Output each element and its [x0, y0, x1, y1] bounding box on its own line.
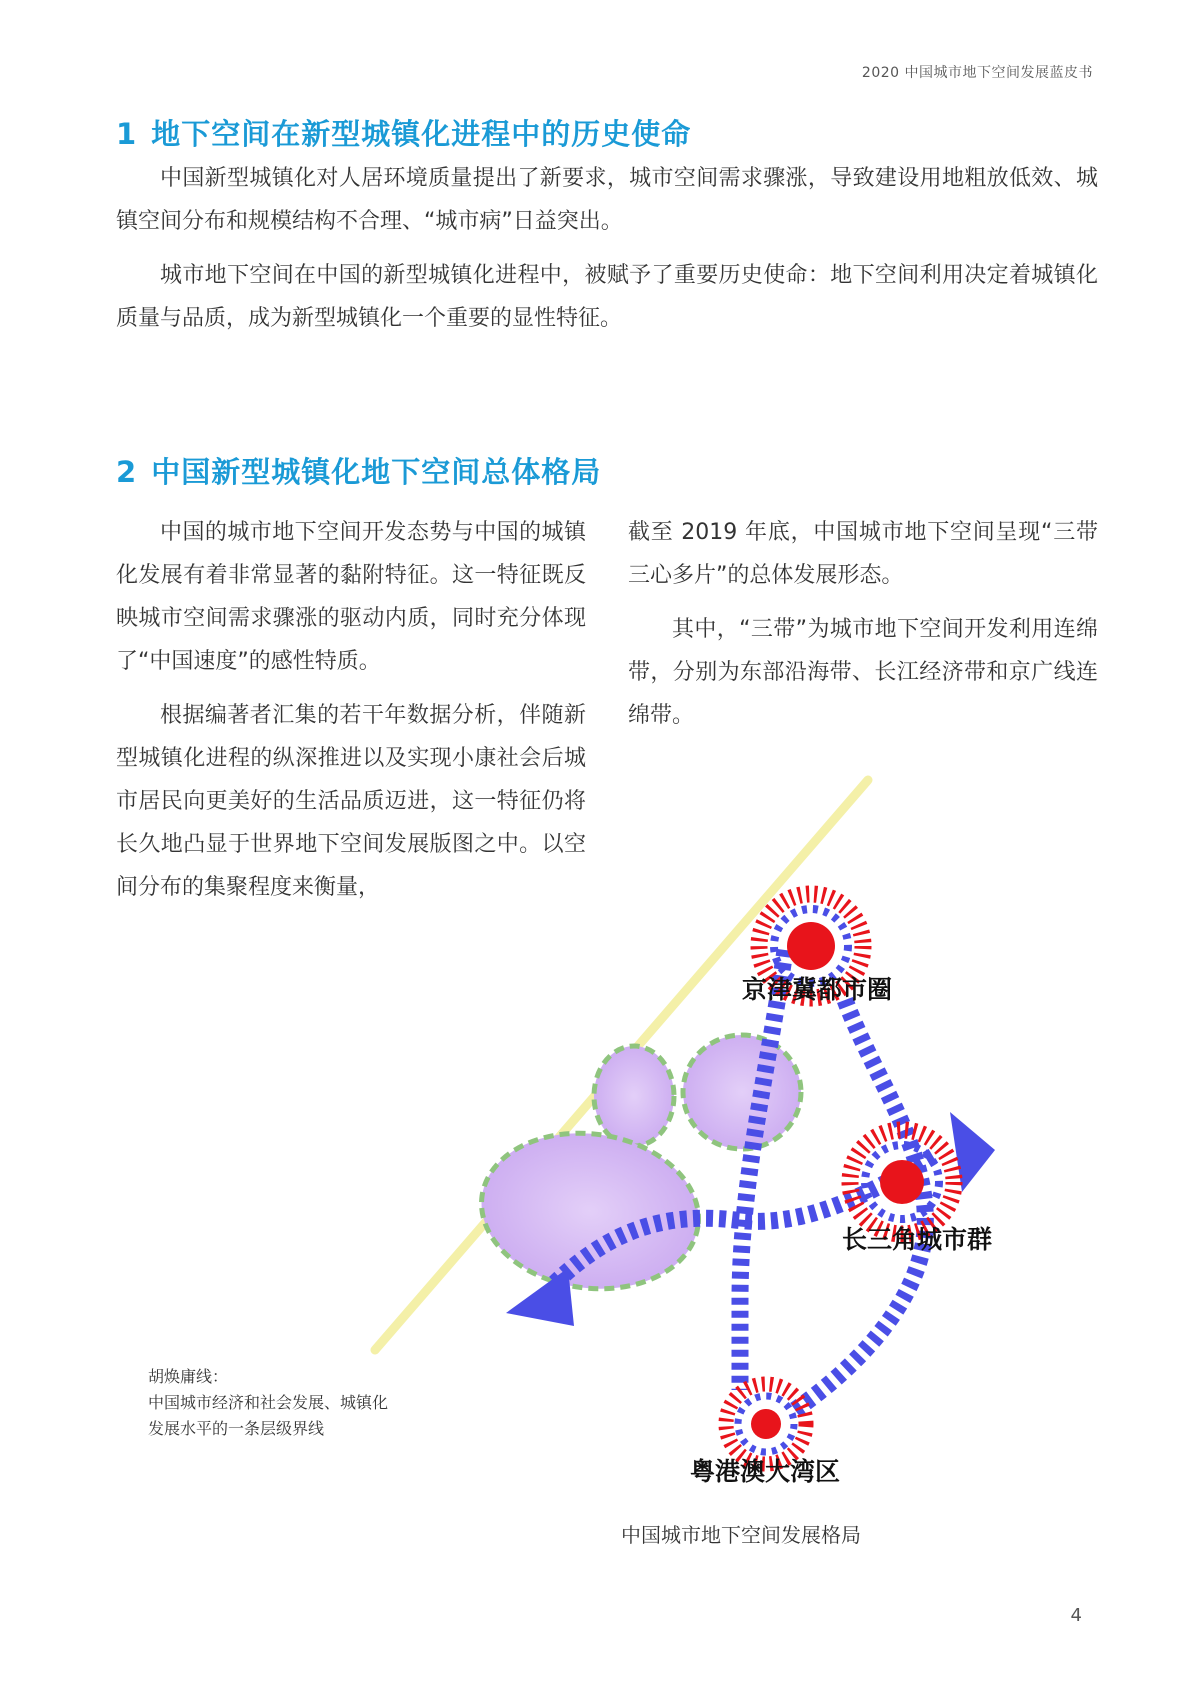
cluster-area [683, 1035, 801, 1149]
cluster-area [594, 1046, 674, 1146]
yangtze-band-west-arrow [506, 1268, 574, 1326]
section-1-paragraph-1: 中国新型城镇化对人居环境质量提出了新要求，城市空间需求骤涨，导致建设用地粗放低效、城镇空间分布和规模结构不合理、“城市病”日益突出。 [116, 166, 1098, 234]
hu-line-caption-title: 胡焕庸线： [148, 1367, 229, 1386]
center-dot [751, 1409, 781, 1439]
yangtze-band-east-arrow [950, 1112, 995, 1192]
page-number: 4 [1070, 1605, 1082, 1626]
city-label-greater-bay-area: 粤港澳大湾区 [690, 1457, 841, 1486]
center-dot [880, 1160, 924, 1204]
hu-line-caption [148, 1364, 388, 1442]
development-center-greater-bay-area [726, 1384, 806, 1464]
section-1-title: 地下空间在新型城镇化进程中的历史使命 [151, 117, 692, 151]
hu-line-caption-line-1: 中国城市经济和社会发展、城镇化 [148, 1393, 389, 1412]
jingguang-band [740, 950, 785, 1390]
document-header: 2020 中国城市地下空间发展蓝皮书 [861, 65, 1093, 81]
section-2-number: 2 [116, 455, 138, 489]
hu-line-caption-line-2: 发展水平的一条层级界线 [148, 1419, 325, 1438]
section-2-left-paragraph-1: 中国的城市地下空间开发态势与中国的城镇化发展有着非常显著的黏附特征。这一特征既反映城市空间需求骤涨的驱动内质，同时充分体现了“中国速度”的感性特质。 [116, 520, 586, 674]
section-1-number: 1 [116, 117, 138, 151]
city-label-jingjinji: 京津冀都市圈 [742, 975, 893, 1004]
section-1-paragraph-2: 城市地下空间在中国的新型城镇化进程中，被赋予了重要历史使命：地下空间利用决定着城镇化质量与品质，成为新型城镇化一个重要的显性特征。 [116, 263, 1098, 331]
city-label-yangtze-delta: 长三角城市群 [842, 1225, 993, 1254]
section-2-title: 中国新型城镇化地下空间总体格局 [151, 455, 602, 489]
center-dot [787, 922, 835, 970]
figure-caption: 中国城市地下空间发展格局 [621, 1523, 861, 1547]
cluster-area [471, 1120, 708, 1303]
section-2-left-paragraph-2: 根据编著者汇集的若干年数据分析，伴随新型城镇化进程的纵深推进以及实现小康社会后城市居民向更美好的生活品质迈进，这一特征仍将长久地凸显于世界地下空间发展版图之中。以空间分布的集聚程度来衡量， [116, 703, 586, 900]
section-2-right-paragraph-2: 其中，“三带”为城市地下空间开发利用连绵带，分别为东部沿海带、长江经济带和京广线连绵带。 [628, 617, 1098, 728]
section-2-right-paragraph-1: 截至 2019 年底，中国城市地下空间呈现“三带三心多片”的总体发展形态。 [628, 520, 1098, 588]
